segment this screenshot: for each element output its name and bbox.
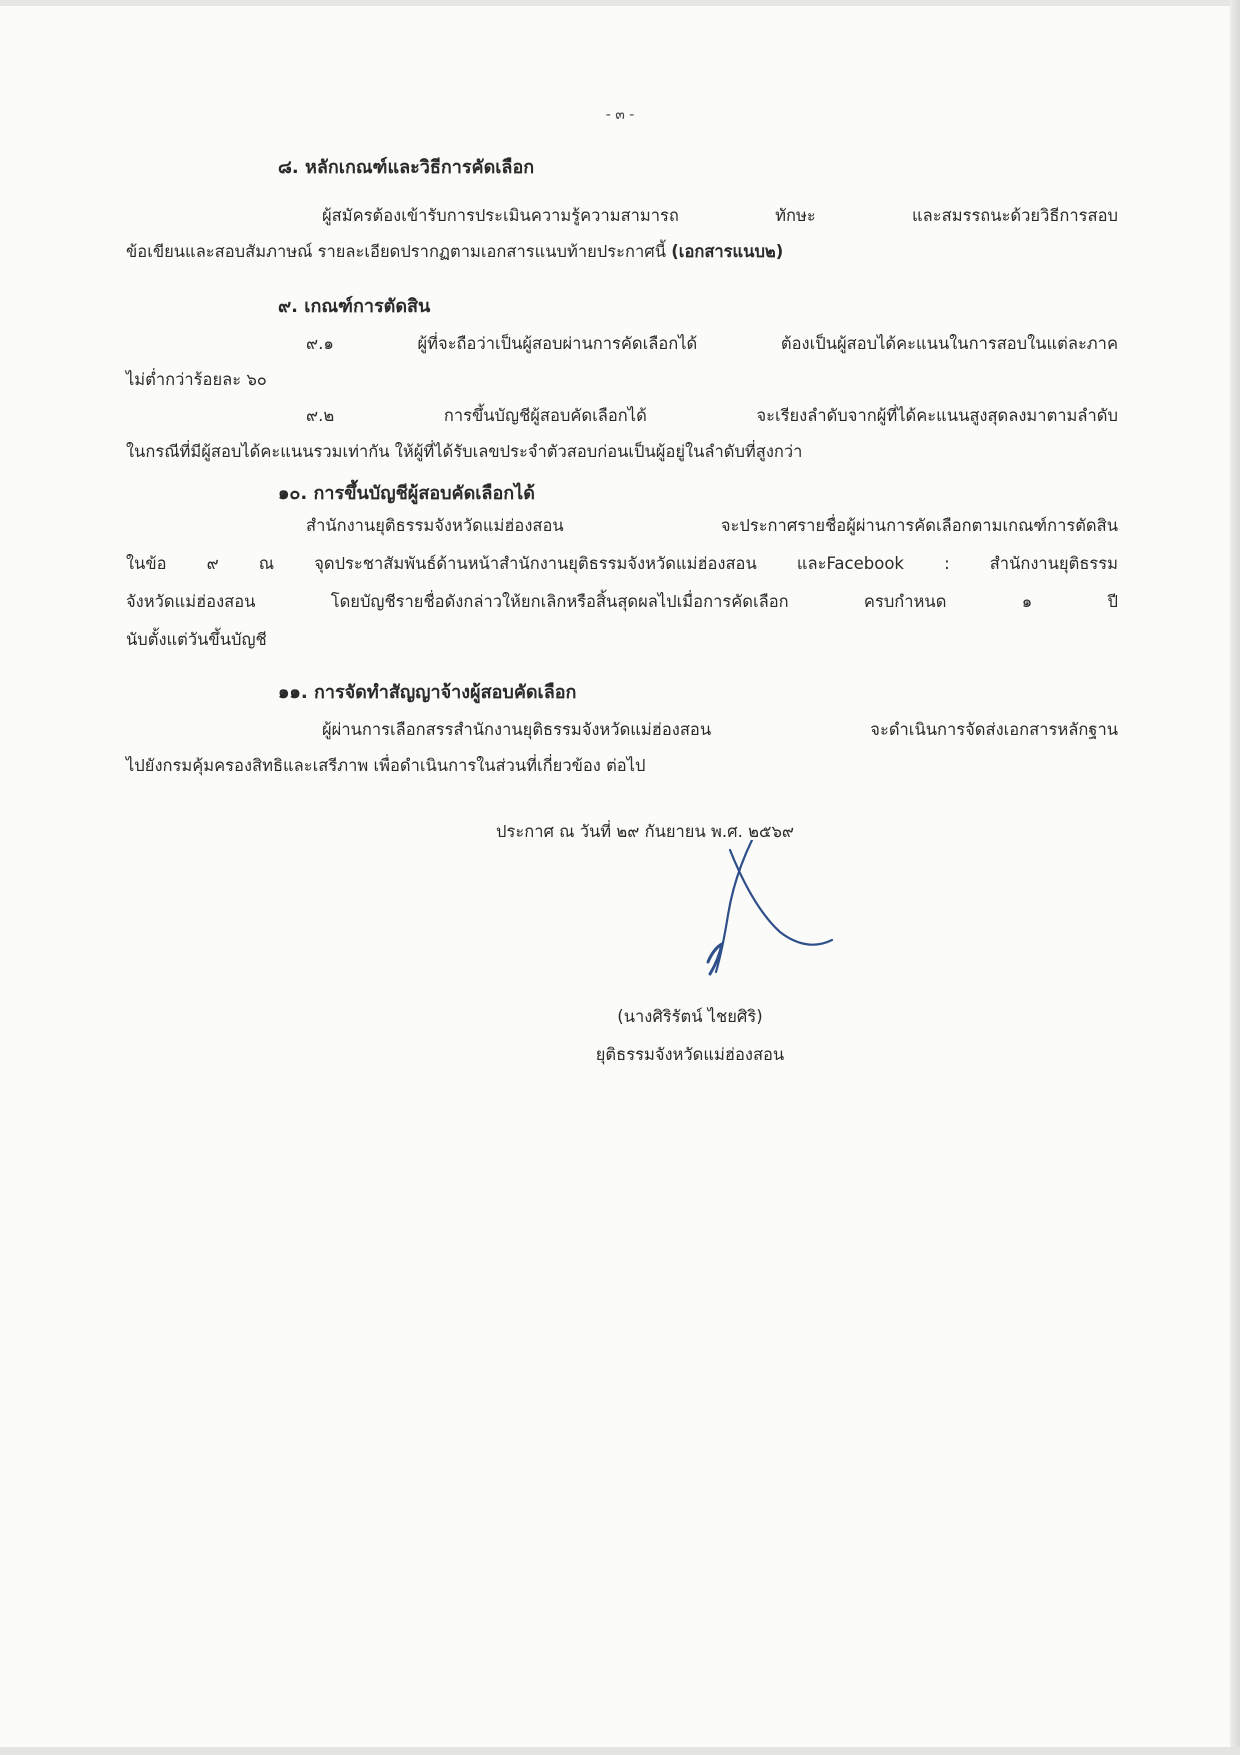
page-number: - ๓ -: [605, 107, 635, 123]
scan-edge-right: [1230, 0, 1240, 1755]
scan-edge-top: [0, 0, 1240, 6]
section-9-item-1-line-1: ๙.๑ ผู้ที่จะถือว่าเป็นผู้สอบผ่านการคัดเลือกได้ ต้องเป็นผู้สอบได้คะแนนในการสอบในแต่ละภาค: [306, 334, 1118, 353]
section-8-heading: ๘. หลักเกณฑ์และวิธีการคัดเลือก: [278, 157, 535, 178]
attachment-reference: (เอกสารแนบ๒): [671, 242, 784, 261]
signatory-name: (นางศิริรัตน์ ไชยศิริ): [617, 1007, 763, 1026]
section-11-line-1: ผู้ผ่านการเลือกสรรสำนักงานยุติธรรมจังหวัดแม่ฮ่องสอน จะดำเนินการจัดส่งเอกสารหลักฐาน: [322, 720, 1118, 739]
section-11-line-2: ไปยังกรมคุ้มครองสิทธิและเสรีภาพ เพื่อดำเนินการในส่วนที่เกี่ยวข้อง ต่อไป: [126, 756, 646, 775]
scan-edge-bottom: [0, 1747, 1240, 1755]
section-9-item-2-line-1: ๙.๒ การขึ้นบัญชีผู้สอบคัดเลือกได้ จะเรียงลำดับจากผู้ที่ได้คะแนนสูงสุดลงมาตามลำดับ: [306, 406, 1118, 425]
section-8-line-1: ผู้สมัครต้องเข้ารับการประเมินความรู้ความสามารถ ทักษะ และสมรรถนะด้วยวิธีการสอบ: [322, 206, 1118, 225]
section-10-line-3: จังหวัดแม่ฮ่องสอน โดยบัญชีรายชื่อดังกล่าวให้ยกเลิกหรือสิ้นสุดผลไปเมื่อการคัดเลือก ครบกำหนด ๑ ปี: [126, 592, 1118, 611]
section-10-line-2: ในข้อ ๙ ณ จุดประชาสัมพันธ์ด้านหน้าสำนักงานยุติธรรมจังหวัดแม่ฮ่องสอน และFacebook : สำนักงานยุติธรรม: [126, 554, 1118, 573]
section-9-item-2-line-2: ในกรณีที่มีผู้สอบได้คะแนนรวมเท่ากัน ให้ผู้ที่ได้รับเลขประจำตัวสอบก่อนเป็นผู้อยู่ในลำดับที่สูงกว่า: [126, 442, 803, 461]
announcement-date: ประกาศ ณ วันที่ ๒๙ กันยายน พ.ศ. ๒๕๖๙: [496, 822, 794, 841]
handwritten-signature: [690, 840, 840, 980]
section-10-heading: ๑๐. การขึ้นบัญชีผู้สอบคัดเลือกได้: [278, 483, 535, 504]
section-10-line-4: นับตั้งแต่วันขึ้นบัญชี: [126, 630, 267, 649]
section-9-item-1-line-2: ไม่ต่ำกว่าร้อยละ ๖๐: [126, 370, 267, 389]
section-10-line-1: สำนักงานยุติธรรมจังหวัดแม่ฮ่องสอน จะประกาศรายชื่อผู้ผ่านการคัดเลือกตามเกณฑ์การตัดสิน: [306, 516, 1118, 535]
section-11-heading: ๑๑. การจัดทำสัญญาจ้างผู้สอบคัดเลือก: [278, 682, 577, 703]
section-8-line-2-text: ข้อเขียนและสอบสัมภาษณ์ รายละเอียดปรากฏตามเอกสารแนบท้ายประกาศนี้: [126, 242, 667, 261]
signatory-title: ยุติธรรมจังหวัดแม่ฮ่องสอน: [595, 1045, 785, 1064]
section-9-heading: ๙. เกณฑ์การตัดสิน: [278, 296, 431, 317]
section-8-line-2: [126, 242, 783, 262]
